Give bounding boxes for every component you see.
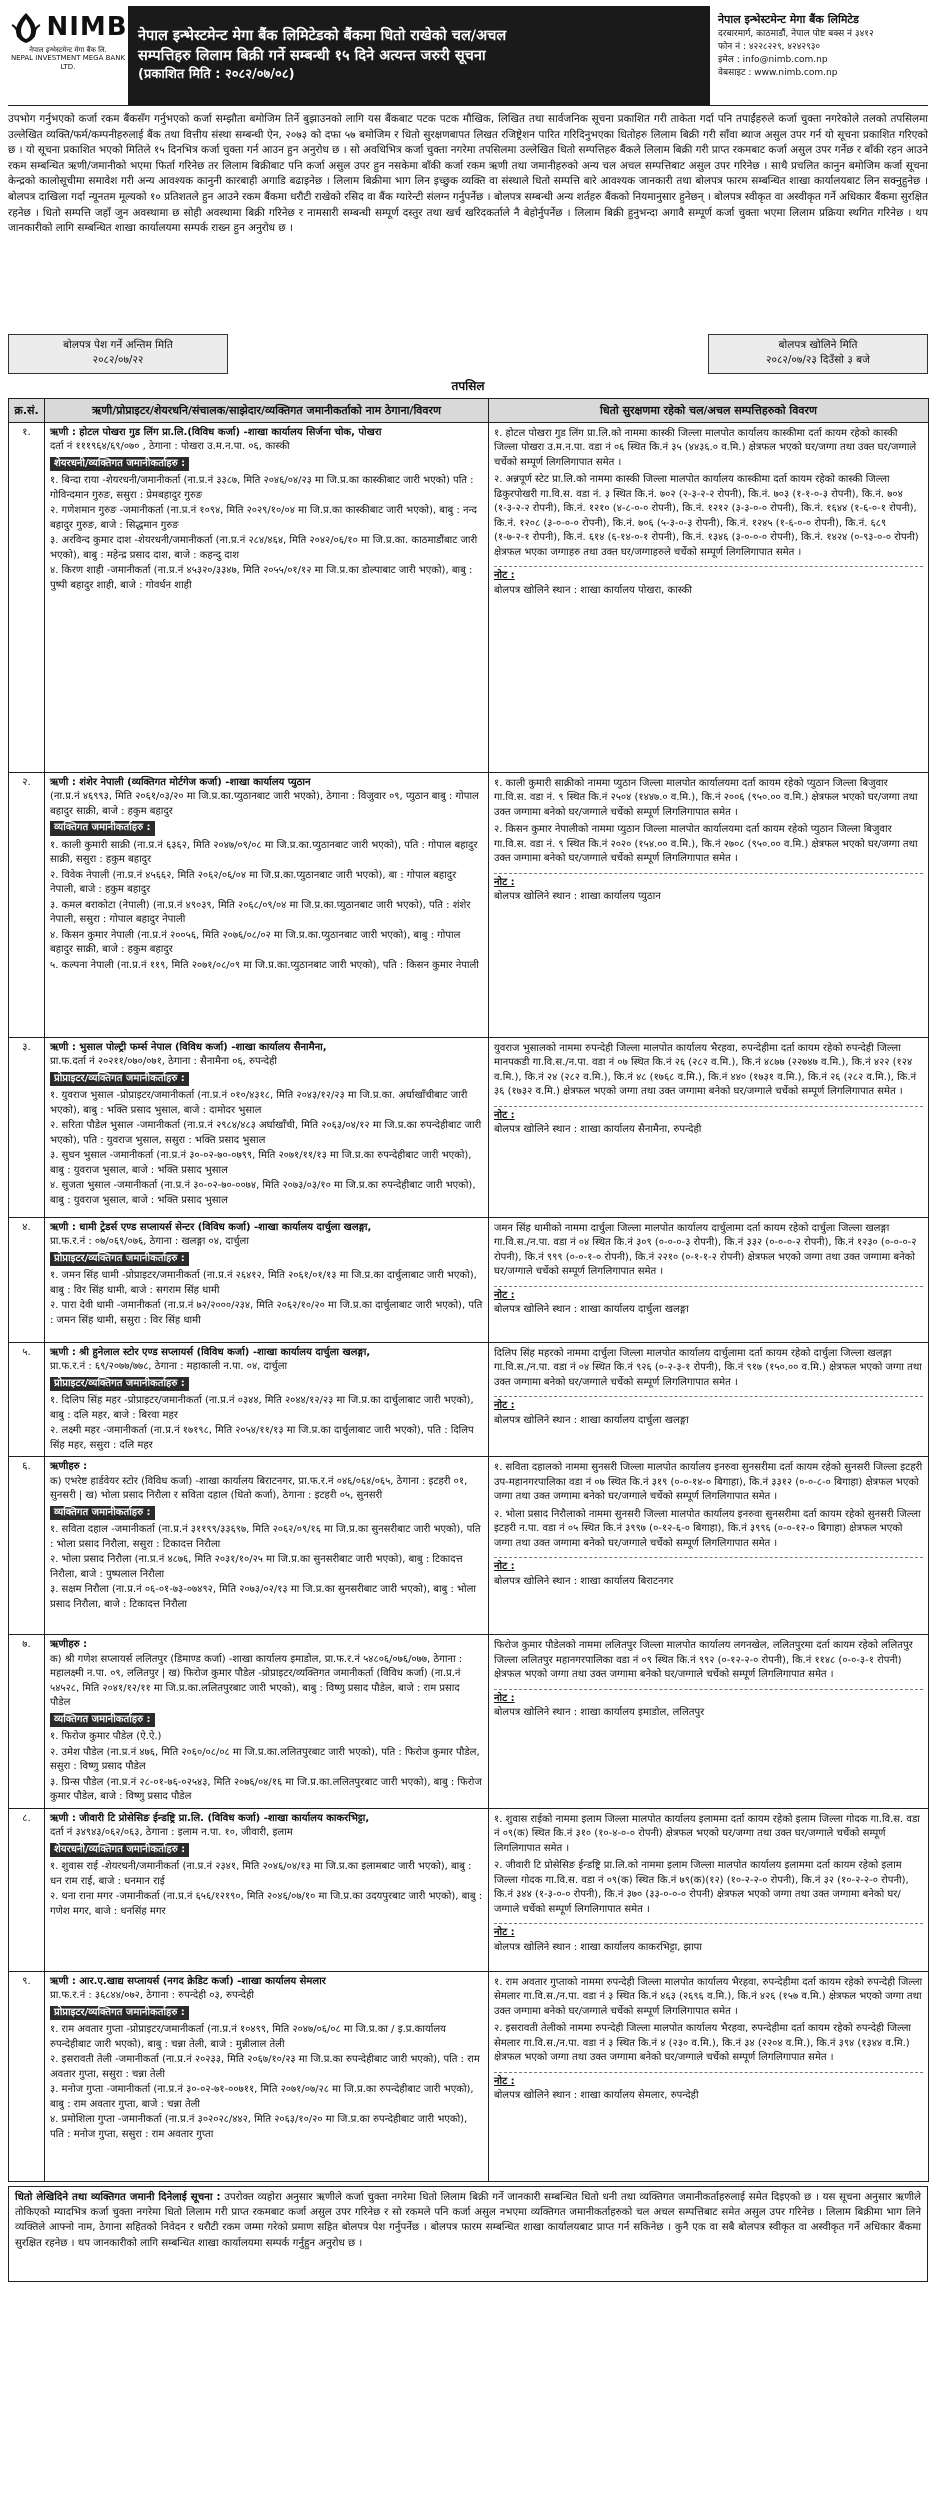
asset-entry: २. भोला प्रसाद निरौलाको नाममा सुनसरी जिल्ला मालपोत कार्यालय इनरुवा सुनसरीमा दर्ता कायम रहेको सुनसरी जिल्ला इटहरी न.पा. वडा नं ०५ स्थित कि.नं ३९९७ (०-१२-६-० बिगाहा), कि.नं ३९९६ (०-०-१२-० बिगाहा) क्षेत्रफल भएको जग्गा तथा उक्त जग्गामा बनेको घर/जग्गाले चर्चेको सम्पूर्ण लिगलिगापात समेत । bbox=[494, 1508, 921, 1549]
bank-name: नेपाल इन्भेस्टमेन्ट मेगा बैंक लिमिटेड bbox=[718, 13, 859, 26]
guarantor-section-label: व्यक्तिगत जमानीकर्ताहरु : bbox=[50, 1506, 155, 1521]
borrower-detail: प्रा.फ.र.नं : ३६८४४/०७२, ठेगाना : रुपन्देही ०३, रुपन्देही bbox=[50, 1990, 254, 2002]
bid-opening-note bbox=[494, 1557, 923, 1589]
borrower-cell bbox=[45, 1808, 489, 1971]
bid-opening-note bbox=[494, 873, 923, 905]
intro-paragraph: उपभोग गर्नुभएको कर्जा रकम बैंकसँग गर्नुभएको कर्जा सम्झौता बमोजिम तिर्ने बुझाउनको लागि यस बैंकबाट पटक पटक मौखिक, लिखित तथा सार्वजनिक सूचना प्रकाशित गरी ताकेता गर्दा पनि तपाईंहरुले कर्जा चुक्ता नगरेकोले तलको तपसिलमा उल्लेखित व्यक्ति/फर्म/कम्पनीहरुलाई बैंक तथा वित्तीय संस्था सम्बन्धी ऐन, २०७३ को दफा ५७ बमोजिम र धितो सुरक्षणबापत लिखत रजिष्ट्रेशन पारित गरिदिनुभएका धितोहरु लिलाम बिक्री गरी साँवा ब्याज असुल उपर गर्न यो सूचना प्रकाशित गरिएको छ । यो सूचना प्रकाशित भएको मितिले १५ दिनभित्र कर्जा चुक्ता गर्न आउन हुन अनुरोध छ । सो अवधिभित्र कर्जा चुक्ता नगरेमा तपसिलमा उल्लेखित धितो सम्पत्तिहरु बैंकले लिलाम बिक्री गरी प्राप्त रकमबाट कर्जा असुल उपर गर्नेछ र बाँकी रहन आउने रकम सम्बन्धित ऋणी/जमानीको भएमा फिर्ता गरिनेछ तर लिलाम बिक्रीबाट पनि कर्जा असुल उपर हुन नसकेमा बाँकी कर्जा रकम ऋणी तथा जमानीहरुको अन्य चल अचल सम्पत्तिबाट असुल उपर गरिनेछ । साथै प्रचलित कानुन बमोजिम कर्जा सूचना केन्द्रको कालोसूचीमा समावेश गरी अन्य आवश्यक कानुनी कारबाही अगाडि बढाइनेछ । लिलाम बिक्रीमा भाग लिन इच्छुक व्यक्ति वा संस्थाले धितो सम्पत्ति बारे आवश्यक जानकारी तथा बोलपत्र फारम सम्बन्धित शाखा कार्यालयबाट लिन सक्नुहुनेछ । बोलपत्र दाखिला गर्दा न्यूनतम मूल्यको १० प्रतिशतले हुन आउने रकम बैंकमा धरौटी राखेको रसिद वा बैंक ग्यारेन्टी संलग्न गर्नुपर्नेछ । बोलपत्र सम्बन्धी अन्य शर्तहरु बैंकको नियमानुसार हुनेछन् । बोलपत्र स्वीकृत वा अस्वीकृत गर्ने अधिकार बैंकमा सुरक्षित रहनेछ । धितो सम्पत्ति जहाँ जुन अवस्थामा छ सोही अवस्थामा बिक्री गरिनेछ र नामसारी सम्बन्धी सम्पूर्ण दस्तुर तथा खर्च खरिदकर्ताले नै बेहोर्नुपर्नेछ । लिलाम बिक्री हुनुभन्दा अगावै सम्पूर्ण कर्जा चुक्ता भएमा लिलाम प्रक्रिया स्थगित गरिनेछ । थप जानकारीको लागि सम्बन्धित शाखा कार्यालयमा सम्पर्क राख्न हुन अनुरोध छ । bbox=[8, 113, 928, 235]
row-serial: ६. bbox=[9, 1457, 45, 1635]
note-label: नोट : bbox=[494, 1692, 515, 1704]
footer-title: धितो लेखिदिने तथा व्यक्तिगत जमानी दिनेलाई सूचना : bbox=[15, 2191, 221, 2203]
notice-title bbox=[128, 6, 710, 105]
note-text: बोलपत्र खोलिने स्थान : शाखा कार्यालय सैनामैना, रुपन्देही bbox=[494, 1124, 702, 1136]
asset-entry: १. सविता दहालको नाममा सुनसरी जिल्ला मालपोत कार्यालय इनरुवा सुनसरीमा दर्ता कायम रहेको सुनसरी जिल्ला इटहरी उप-महानगरपालिका वडा नं ०७ स्थित कि.नं ३१९ (०-०-१४-० बिगाहा), कि.नं ३३१२ (०-०-८-० बिगाहा) क्षेत्रफल भएको जग्गा तथा उक्त जग्गामा बनेको घर/जग्गाले चर्चेको सम्पूर्ण लिगलिगापात समेत । bbox=[494, 1462, 923, 1503]
borrower-cell bbox=[45, 1635, 489, 1809]
row-serial: ८. bbox=[9, 1808, 45, 1971]
note-label: नोट : bbox=[494, 1109, 515, 1121]
table-row bbox=[9, 1037, 929, 1217]
table-row bbox=[9, 1217, 929, 1342]
guarantor-entry: २. धना राना मगर -जमानीकर्ता (ना.प्र.नं ६५६/१२१९०, मिति २०४६/०७/१० मा जि.प्र.का उदयपुरबाट जारी भएको), बाबु : गणेश मगर, बाजे : धनसिंह मगर bbox=[50, 1891, 483, 1917]
guarantor-entry: १. सविता दहाल -जमानीकर्ता (ना.प्र.नं ३११९९/३३६९७, मिति २०६२/०९/१६ मा जि.प्र.का सुनसरीबाट जारी भएको), पति : भोला प्रसाद निरौला, ससुरा : टिकादत्त निरौला bbox=[50, 1524, 481, 1550]
guarantor-entry: ५. कल्पना नेपाली (ना.प्र.नं ११९, मिति २०७१/०८/०९ मा जि.प्र.का.प्युठानबाट जारी भएको), पति : किसन कुमार नेपाली bbox=[50, 959, 479, 971]
website-line: वेबसाइट : www.nimb.com.np bbox=[718, 68, 838, 79]
guarantor-entry: १. फिरोज कुमार पौडेल (ऐ.ऐ.) bbox=[50, 1731, 162, 1743]
bid-deadline-value: २०८२/०७/२२ bbox=[92, 353, 144, 366]
guarantor-entry: ४. प्रमोशिला गुप्ता -जमानीकर्ता (ना.प्र.नं ३०२०२८/४४२, मिति २०६३/१०/२० मा जि.प्र.का रुपन्देहीबाट जारी भएको), पति : मनोज गुप्ता, ससुरा : राम अवतार गुप्ता bbox=[50, 2114, 468, 2140]
note-label: नोट : bbox=[494, 1289, 515, 1301]
guarantor-section-label: प्रोप्राइटर/व्यक्तिगत जमानीकर्ताहरु : bbox=[50, 1252, 189, 1267]
borrower-detail: (ना.प्र.नं ४६९९३, मिति २०६१/०३/२० मा जि.प्र.का.प्युठानबाट जारी भएको), ठेगाना : विजुवार ०९, प्युठान बाबु : गोपाल बहादुर साक्री, बाजे : हकुम बहादुर bbox=[50, 791, 479, 817]
guarantor-entry: २. पारा देवी धामी -जमानीकर्ता (ना.प्र.नं ७२/२०००/२३४, मिति २०६२/१०/२० मा जि.प्र.का दार्चुलाबाट जारी भएको), पति : जमन सिंह धामी, ससुरा : विर सिंह धामी bbox=[50, 1300, 483, 1326]
guarantor-entry: २. लक्ष्मी महर -जमानीकर्ता (ना.प्र.नं १७१९८, मिति २०५४/११/१३ मा जि.प्र.का दार्चुलाबाट जारी भएको), पति : दिलिप सिंह महर, ससुरा : दलि महर bbox=[50, 1425, 474, 1451]
guarantor-entry: ३. सुधन भुसाल -जमानीकर्ता (ना.प्र.नं ३०-०२-७०-०७९९, मिति २०७१/११/१३ मा जि.प्र.का रुपन्देहीबाट जारी भएको), बाबु : युवराज भुसाल, बाजे : भक्ति प्रसाद भुसाल bbox=[50, 1150, 472, 1176]
guarantor-entry: २. उमेश पौडेल (ना.प्र.नं ४७६, मिति २०६०/०८/०८ मा जि.प्र.का.ललितपुरबाट जारी भएको), पति : फिरोज कुमार पौडेल, ससुरा : विष्णु प्रसाद पौडेल bbox=[50, 1746, 480, 1773]
borrower-name: ऋणीहरु : bbox=[50, 1461, 88, 1473]
bid-opening-note bbox=[494, 1396, 923, 1428]
guarantor-entry: ३. प्रिन्स पौडेल (ना.प्र.नं २८-०१-७६-०२५४३, मिति २०७६/०४/१६ मा जि.प्र.का.ललितपुरबाट जारी भएको), बाबु : फिरोज कुमार पौडेल, बाजे : विष्णु प्रसाद पौडेल bbox=[50, 1776, 482, 1803]
bid-opening bbox=[708, 334, 928, 374]
borrower-detail: क) एभरेष्ट हार्डवेयर स्टोर (विविध कर्जा) -शाखा कार्यालय बिराटनगर, प्रा.फ.र.नं ०४६/०६४/०६५, ठेगाना : इटहरी ०१, सुनसरी | ख) भोला प्रसाद निरौला र सविता दहाल (धितो कर्जा), ठेगाना : इटहरी ०५, सुनसरी bbox=[50, 1475, 468, 1502]
note-text: बोलपत्र खोलिने स्थान : शाखा कार्यालय दार्चुला खलङ्गा bbox=[494, 1304, 689, 1316]
note-text: बोलपत्र खोलिने स्थान : शाखा कार्यालय सेमलार, रुपन्देही bbox=[494, 2090, 699, 2102]
guarantor-entry: १. बिन्दा राया -शेयरधनी/जमानीकर्ता (ना.प्र.नं ३३८७, मिति २०४६/०४/२३ मा जि.प्र.का कास्कीबाट जारी भएको) पति : गोविन्दमान गुरुङ, ससुरा : प्रेमबहादुर गुरुङ bbox=[50, 475, 474, 501]
table-row bbox=[9, 1457, 929, 1635]
guarantor-entry: ३. अरविन्द कुमार दाश -शेयरधनी/जमानीकर्ता (ना.प्र.नं २८४/४६४, मिति २०४२/०६/१० मा जि.प्र.का. काठमाडौंबाट जारी भएको), बाबु : महेन्द्र प्रसाद दाश, बाजे : कहन्दु दाश bbox=[50, 535, 478, 561]
row-serial: ७. bbox=[9, 1635, 45, 1809]
bid-opening-note bbox=[494, 1923, 923, 1955]
bid-opening-note bbox=[494, 566, 923, 598]
note-label: नोट : bbox=[494, 2075, 515, 2087]
note-text: बोलपत्र खोलिने स्थान : शाखा कार्यालय इमाडोल, ललितपुर bbox=[494, 1707, 705, 1719]
guarantor-entry: ३. मनोज गुप्ता -जमानीकर्ता (ना.प्र.नं ३०-०२-७१-००७११, मिति २०७१/०७/२८ मा जि.प्र.का रुपन्देहीबाट जारी भएको), बाबु : राम अवतार गुप्ता, बाजे : चन्ना तेली bbox=[50, 2084, 474, 2110]
borrower-name: ऋणीहरु : bbox=[50, 1639, 88, 1651]
guarantor-entry: ३. सक्षम निरौला (ना.प्र.नं ०६-०१-७३-०७४९२, मिति २०७३/०२/१३ मा जि.प्र.का सुनसरीबाट जारी भएको), बाबु : भोला प्रसाद निरौला, बाजे : टिकादत्त निरौला bbox=[50, 1584, 476, 1610]
borrower-detail: दर्ता नं १११९६४/६९/०७० , ठेगाना : पोखरा उ.म.न.पा. ०६, कास्की bbox=[50, 441, 290, 453]
note-label: नोट : bbox=[494, 1561, 515, 1573]
logo-wordmark: NIMB bbox=[46, 12, 128, 42]
title-line-1: नेपाल इन्भेस्टमेन्ट मेगा बैंक लिमिटेडको बैंकमा धितो राखेको चल/अचल bbox=[138, 27, 507, 44]
table-header-row bbox=[9, 398, 929, 422]
borrower-cell bbox=[45, 1217, 489, 1342]
borrower-detail: दर्ता नं ३४९४३/०६२/०६३, ठेगाना : इलाम न.पा. १०, जीवारी, इलाम bbox=[50, 1827, 293, 1839]
table-row bbox=[9, 1342, 929, 1457]
asset-entry: १. काली कुमारी साक्रीको नाममा प्युठान जिल्ला मालपोत कार्यालयमा दर्ता कायम रहेको प्युठान जिल्ला बिजुवार गा.वि.स. वडा नं. ९ स्थित कि.नं २५०४ (१४४७.० व.मि.), कि.नं २००६ (९५०.०० व.मि.) क्षेत्रफल भएको घर/जग्गा तथा उक्त जग्गामा बनेको घर/जग्गाले चर्चेको सम्पूर्ण लिगलिगापात समेत । bbox=[494, 777, 918, 818]
borrower-cell bbox=[45, 1342, 489, 1457]
guarantor-entry: १. काली कुमारी साक्री (ना.प्र.नं ६३६२, मिति २०४७/०९/०८ मा जि.प्र.का.प्युठानबाट जारी भएको), पति : गोपाल बहादुर साक्री, ससुरा : हकुम बहादुर bbox=[50, 839, 478, 866]
guarantor-section-label: प्रोप्राइटर/व्यक्तिगत जमानीकर्ताहरु : bbox=[50, 1377, 189, 1392]
asset-cell bbox=[489, 1808, 929, 1971]
col-header-asset: धितो सुरक्षणमा रहेको चल/अचल सम्पत्तिहरुको विवरण bbox=[489, 398, 929, 422]
note-label: नोट : bbox=[494, 570, 515, 582]
guarantor-section-label: प्रोप्राइटर/व्यक्तिगत जमानीकर्ताहरु : bbox=[50, 2006, 189, 2021]
asset-entry: फिरोज कुमार पौडेलको नाममा ललितपुर जिल्ला मालपोत कार्यालय लगनखेल, ललितपुरमा दर्ता कायम रहेको ललितपुर जिल्ला ललितपुर महानगरपालिका वडा नं ०९ स्थित कि.नं ९९२ (०-१२-२-० रोपनी), कि.नं ११४८ (०-०-३-१ रोपनी) क्षेत्रफल भएको जग्गा तथा उक्त जग्गामा बनेको घर/जग्गाले चर्चेको सम्पूर्ण लिगलिगापात समेत । bbox=[494, 1640, 913, 1681]
asset-cell bbox=[489, 1635, 929, 1809]
borrower-cell bbox=[45, 772, 489, 1037]
bid-deadline-label: बोलपत्र पेश गर्ने अन्तिम मिति bbox=[63, 339, 173, 351]
borrower-cell bbox=[45, 1971, 489, 2181]
guarantor-entry: १. शुवास राई -शेयरधनी/जमानीकर्ता (ना.प्र.नं २३४१, मिति २०४६/०४/१३ मा जि.प्र.का इलामबाट जारी भएको), बाबु : धन राम राई, बाजे : धनमान राई bbox=[50, 1861, 472, 1887]
bid-deadline bbox=[8, 334, 228, 374]
asset-cell bbox=[489, 1457, 929, 1635]
asset-entry: २. अन्नपूर्ण स्टेट प्रा.लि.को नाममा कास्की जिल्ला मालपोत कार्यालय कास्कीमा दर्ता कायम रहेको कास्की जिल्ला ढिकुरपोखरी गा.वि.स. वडा नं. ३ स्थित कि.नं. ७०२ (२-३-२-२ रोपनी), कि.नं. ७०३ (१-१-०-३ रोपनी), कि.नं. ७०४ (१-३-२-२ रोपनी), कि.नं. १२१० (४-८-०-० रोपनी), कि.नं. १२१२ (३-३-०-० रोपनी), कि.नं. १६४४ (१-६-०-१ रोपनी), कि.नं. १२०८ (३-०-०-० रोपनी), कि.नं. ७०६ (५-३-०-३ रोपनी), कि.नं. १२४५ (१-६-०-० रोपनी), कि.नं. ६८९ (१-७-२-१ रोपनी), कि.नं. ६१४ (६-१४-०-१ रोपनी), कि.नं. १३४६ (३-०-०-० रोपनी), कि.नं. १४२४ (०-९३-०-० रोपनी) क्षेत्रफल भएका जग्गाहरु तथा उक्त घर/जग्गाहरुले चर्चेको सम्पूर्ण लिगलिगापात समेत । bbox=[494, 474, 919, 558]
guarantor-entry: १. दिलिप सिंह महर -प्रोप्राइटर/जमानीकर्ता (ना.प्र.नं ०३४४, मिति २०४४/१२/२३ मा जि.प्र.का दार्चुलाबाट जारी भएको), बाबु : दलि महर, बाजे : बिरवा महर bbox=[50, 1395, 474, 1421]
note-label: नोट : bbox=[494, 876, 515, 888]
schedule-heading: तपसिल bbox=[451, 379, 485, 393]
borrower-name: ऋणी : होटल पोखरा गुड लिंग प्रा.लि.(विविध कर्जा) -शाखा कार्यालय सिर्जना चोक, पोखरा bbox=[50, 426, 382, 438]
note-text: बोलपत्र खोलिने स्थान : शाखा कार्यालय पोखरा, कास्की bbox=[494, 584, 692, 596]
footer-notice bbox=[8, 2186, 928, 2282]
borrower-name: ऋणी : जीवारी टि प्रोसेसिङ ईन्डष्ट्रि प्रा.लि. (विविध कर्जा) -शाखा कार्यालय काकरभिट्टा, bbox=[50, 1812, 370, 1824]
col-header-borrower: ऋणी/प्रोप्राइटर/शेयरधनि/संचालक/साझेदार/व्यक्तिगत जमानीकर्ताको नाम ठेगाना/विवरण bbox=[45, 398, 489, 422]
asset-cell bbox=[489, 1217, 929, 1342]
guarantor-entry: ३. कमल बराकोटा (नेपाली) (ना.प्र.नं ४९०३९, मिति २०६८/०९/०४ मा जि.प्र.का.प्युठानबाट जारी भएको), पति : शंशेर नेपाली, ससुरा : गोपाल बहादुर नेपाली bbox=[50, 899, 471, 926]
bid-opening-note bbox=[494, 1689, 923, 1721]
bid-opening-label: बोलपत्र खोलिने मिति bbox=[778, 339, 858, 351]
phone-line: फोन नं : ४२२८२२९, ४२४२९३० bbox=[718, 41, 821, 52]
borrower-name: ऋणी : शंशेर नेपाली (व्यक्तिगत मोर्टगेज कर्जा) -शाखा कार्यालय प्युठान bbox=[50, 776, 311, 788]
row-serial: २. bbox=[9, 772, 45, 1037]
guarantor-entry: २. भोला प्रसाद निरौला (ना.प्र.नं ४८७६, मिति २०३१/१०/२५ मा जि.प्र.का सुनसरीबाट जारी भएको), बाबु : टिकादत्त निरौला, बाजे : पुष्पलाल निरौला bbox=[50, 1554, 463, 1580]
note-label: नोट : bbox=[494, 1927, 515, 1939]
guarantor-entry: २. इसरावती तेली -जमानीकर्ता (ना.प्र.नं २०२३३, मिति २०६७/१०/२३ मा जि.प्र.का रुपन्देहीबाट जारी भएको), पति : राम अवतार गुप्ता, ससुरा : चन्ना तेली bbox=[50, 2054, 480, 2080]
table-row bbox=[9, 772, 929, 1037]
bid-opening-note bbox=[494, 1106, 923, 1138]
publish-date: (प्रकाशित मिति : २०८२/०७/०८) bbox=[138, 67, 295, 83]
note-text: बोलपत्र खोलिने स्थान : शाखा कार्यालय काकरभिट्टा, झापा bbox=[494, 1941, 702, 1953]
asset-entry: १. होटल पोखरा गुड लिंग प्रा.लि.को नाममा कास्की जिल्ला मालपोत कार्यालय कास्कीमा दर्ता कायम रहेको कास्की जिल्ला पोखरा उ.म.न.पा. वडा नं ०६ स्थित कि.नं ३५ (४४३६.० व.मि.) क्षेत्रफल भएको घर/जग्गा तथा उक्त घर/जग्गाले चर्चेको सम्पूर्ण लिगलिगापात समेत । bbox=[494, 427, 917, 468]
guarantor-entry: ४. किसन कुमार नेपाली (ना.प्र.नं २००५६, मिति २०७६/०८/०२ मा जि.प्र.का.प्युठानबाट जारी भएको), बाबु : गोपाल बहादुर साक्री, बाजे : हकुम बहादुर bbox=[50, 929, 461, 956]
footer-text: उपरोक्त व्यहोरा अनुसार ऋणीले कर्जा चुक्ता नगरेमा धितो लिलाम बिक्री गर्ने जानकारी सम्बन्धित धितो धनी तथा व्यक्तिगत जमानीकर्ताहरुलाई समेत दिइएको छ । यस सूचना अनुसार ऋणीले तोकिएको म्यादभित्र कर्जा चुक्ता नगरेमा धितो लिलाम गरी प्राप्त रकमबाट कर्जा असुल उपर गरिनेछ र सो रकमले पनि कर्जा असुल नभएमा व्यक्तिगत जमानीकर्ताहरुको चल अचल सम्पत्तिबाट समेत असुल उपर गरिनेछ । लिलाम बिक्रीमा भाग लिने व्यक्तिले आफ्नो नाम, ठेगाना सहितको निवेदन र धरौटी रकम जम्मा गरेको प्रमाण सहित बोलपत्र पेश गर्नुपर्नेछ । बोलपत्र फारम सम्बन्धित शाखा कार्यालयबाट प्राप्त गर्न सकिनेछ । कुनै एक वा सबै बोलपत्र स्वीकृत वा अस्वीकृत गर्ने अधिकार बैंकमा सुरक्षित रहनेछ । थप जानकारीको लागि सम्बन्धित शाखा कार्यालयमा सम्पर्क गर्नुहुन अनुरोध छ । bbox=[15, 2191, 921, 2249]
logo-subtitle: नेपाल इन्भेस्टमेन्ट मेगा बैंक लि. bbox=[29, 45, 107, 54]
title-line-2: सम्पत्तिहरु लिलाम बिक्री गर्ने सम्बन्धी १५ दिने अत्यन्त जरुरी सूचना bbox=[138, 47, 486, 64]
table-row bbox=[9, 1635, 929, 1809]
borrower-cell bbox=[45, 422, 489, 772]
guarantor-section-label: व्यक्तिगत जमानीकर्ताहरु : bbox=[50, 1713, 155, 1728]
table-row bbox=[9, 422, 929, 772]
asset-entry: दिलिप सिंह महरको नाममा दार्चुला जिल्ला मालपोत कार्यालय दार्चुलामा दर्ता कायम रहेको दार्चुला जिल्ला खलङ्गा गा.वि.स./न.पा. वडा नं ०४ स्थित कि.नं ९२६ (०-२-३-१ रोपनी), कि.नं ९१७ (१५०.०० व.मि.) क्षेत्रफल भएको जग्गा तथा उक्त जग्गामा बनेको घर/जग्गाले चर्चेको सम्पूर्ण लिगलिगापात समेत । bbox=[494, 1347, 922, 1388]
bid-opening-value: २०८२/०७/२३ दिउँसो ३ बजे bbox=[766, 353, 870, 366]
auction-table bbox=[8, 398, 929, 2182]
borrower-name: ऋणी : आर.ए.खाद्य सप्लायर्स (नगद क्रेडिट कर्जा) -शाखा कार्यालय सेमलार bbox=[50, 1975, 326, 1987]
row-serial: ५. bbox=[9, 1342, 45, 1457]
asset-entry: युवराज भुसालको नाममा रुपन्देही जिल्ला मालपोत कार्यालय भैरहवा, रुपन्देहीमा दर्ता कायम रहेको रुपन्देही जिल्ला मानपकडी गा.वि.स./न.पा. वडा नं ०७ स्थित कि.नं २६ (२८२ व.मि.), कि.नं ४८७७ (२२७४७ व.मि.), कि.नं ४२२ (१२४ व.मि.), कि.नं २४ (२८२ व.मि.), कि.नं ४८ (१७६८ व.मि.), कि.नं ४४० (१७३१ व.मि.), कि.नं २६ (२८२ व.मि.), कि.नं ३६ (१७३२ व.मि.) क्षेत्रफल भएको जग्गा तथा उक्त जग्गामा बनेको घर/जग्गाले चर्चेको सम्पूर्ण लिगलिगापात समेत । bbox=[494, 1042, 917, 1098]
borrower-name: ऋणी : धामी ट्रेडर्स एण्ड सप्लायर्स सेन्टर (विविध कर्जा) -शाखा कार्यालय दार्चुला खलङ्गा, bbox=[50, 1221, 372, 1233]
borrower-cell bbox=[45, 1457, 489, 1635]
logo-subtitle-en: NEPAL INVESTMENT MEGA BANK LTD. bbox=[10, 54, 126, 71]
asset-entry: जमन सिंह धामीको नाममा दार्चुला जिल्ला मालपोत कार्यालय दार्चुलामा दर्ता कायम रहेको दार्चुला जिल्ला खलङ्गा गा.वि.स./न.पा. वडा नं ०४ स्थित कि.नं ३०९ (०-०-०-३ रोपनी), कि.नं ३३२ (०-०-०-२ रोपनी), कि.नं १२३० (०-०-०-२ रोपनी), कि.नं ९९९ (०-०-१-० रोपनी), कि.नं २२१० (०-१-१-२ रोपनी) क्षेत्रफल भएको जग्गा तथा उक्त जग्गामा बनेको घर/जग्गाले चर्चेको सम्पूर्ण लिगलिगापात समेत । bbox=[494, 1222, 917, 1278]
asset-entry: २. इसरावती तेलीको नाममा रुपन्देही जिल्ला मालपोत कार्यालय भैरहवा, रुपन्देहीमा दर्ता कायम रहेको रुपन्देही जिल्ला सेमलार गा.वि.स./न.पा. वडा नं ३ स्थित कि.नं ४ (२३० व.मि.), कि.नं ३४ (२२०४ व.मि.), कि.नं ३९४ (१३४४ व.मि.) क्षेत्रफल भएको जग्गा तथा उक्त जग्गामा बनेको घर/जग्गाले चर्चेको सम्पूर्ण लिगलिगापात समेत । bbox=[494, 2023, 911, 2064]
row-serial: ९. bbox=[9, 1971, 45, 2181]
borrower-cell bbox=[45, 1037, 489, 1217]
asset-entry: १. शुवास राईको नाममा इलाम जिल्ला मालपोत कार्यालय इलाममा दर्ता कायम रहेको इलाम जिल्ला गोदक गा.वि.स. वडा नं ०९(क) स्थित कि.नं ३१० (१०-४-०-० रोपनी) क्षेत्रफल भएको घर/जग्गा तथा उक्त घर/जग्गाले चर्चेको सम्पूर्ण लिगलिगापात समेत । bbox=[494, 1813, 920, 1854]
row-serial: १. bbox=[9, 422, 45, 772]
col-header-sn: क्र.सं. bbox=[9, 398, 45, 422]
row-serial: ४. bbox=[9, 1217, 45, 1342]
note-text: बोलपत्र खोलिने स्थान : शाखा कार्यालय दार्चुला खलङ्गा bbox=[494, 1414, 689, 1426]
borrower-name: ऋणी : श्री हुनेलाल स्टोर एण्ड सप्लायर्स (विविध कर्जा) -शाखा कार्यालय दार्चुला खलङ्गा, bbox=[50, 1346, 371, 1358]
table-body bbox=[9, 422, 929, 2181]
guarantor-section-label: शेयरधनी/व्यक्तिगत जमानीकर्ताहरु : bbox=[50, 457, 189, 472]
asset-cell bbox=[489, 1971, 929, 2181]
bank-address bbox=[710, 6, 928, 105]
table-row bbox=[9, 1808, 929, 1971]
borrower-detail: प्रा.फ.र.नं : ०७/०६९/०७६, ठेगाना : खलङ्गा ०४, दार्चुला bbox=[50, 1236, 249, 1248]
guarantor-entry: १. राम अवतार गुप्ता -प्रोप्राइटर/जमानीकर्ता (ना.प्र.नं १०४९९, मिति २०४७/०६/०८ मा जि.प्र.का / इ.प्र.कार्यालय रुपन्देहीबाट जारी भएको), बाबु : चन्ना तेली, बाजे : मुन्नीलाल तेली bbox=[50, 2024, 446, 2050]
note-text: बोलपत्र खोलिने स्थान : शाखा कार्यालय प्युठान bbox=[494, 891, 661, 903]
note-text: बोलपत्र खोलिने स्थान : शाखा कार्यालय बिराटनगर bbox=[494, 1575, 674, 1587]
borrower-detail: प्रा.फ.र.नं : ६९/२०७७/७७८, ठेगाना : महाकाली न.पा. ०४, दार्चुला bbox=[50, 1361, 288, 1373]
guarantor-entry: १. युवराज भुसाल -प्रोप्राइटर/जमानीकर्ता (ना.प्र.नं ०१०/४३१८, मिति २०४३/१२/२३ मा जि.प्र.का. अर्घाखाँचीबाट जारी भएको), बाबु : भक्ति प्रसाद भुसाल, बाजे : दामोदर भुसाल bbox=[50, 1090, 468, 1116]
borrower-name: ऋणी : भुसाल पोल्ट्री फर्म्स नेपाल (विविध कर्जा) -शाखा कार्यालय सैनामैना, bbox=[50, 1041, 327, 1053]
row-serial: ३. bbox=[9, 1037, 45, 1217]
notice-header bbox=[8, 6, 928, 106]
asset-cell bbox=[489, 422, 929, 772]
guarantor-entry: २. सरिता पौडेल भुसाल -जमानीकर्ता (ना.प्र.नं २९८४/४८३ अर्घाखाँची, मिति २०६३/०४/१२ मा जि.प्र.का रुपन्देहीबाट जारी भएको), पति : युवराज भुसाल, ससुरा : भक्ति प्रसाद भुसाल bbox=[50, 1120, 482, 1146]
guarantor-entry: १. जमन सिंह धामी -प्रोप्राइटर/जमानीकर्ता (ना.प्र.नं २६४१२, मिति २०६१/०१/१३ मा जि.प्र.का दार्चुलाबाट जारी भएको), बाबु : विर सिंह धामी, बाजे : सगराम सिंह धामी bbox=[50, 1270, 477, 1296]
table-row bbox=[9, 1971, 929, 2181]
asset-cell bbox=[489, 1037, 929, 1217]
borrower-detail: क) श्री गणेश सप्लायर्स ललितपुर (डिमाण्ड कर्जा) -शाखा कार्यालय इमाडोल, प्रा.फ.र.नं ५४८०६/०७६/०७७, ठेगाना : महालक्ष्मी न.पा. ०९, ललितपुर | ख) फिरोज कुमार पौडेल -प्रोप्राइटर/व्यक्तिगत जमानीकर्ता (विविध कर्जा) (ना.प्र.नं ५४५२८, मिति २०४१/१२/११ मा जि.प्र.का.ललितपुरबाट जारी भएको), बाबु : विष्णु प्रसाद पौडेल, बाजे : राम प्रसाद पौडेल bbox=[50, 1653, 463, 1709]
asset-cell bbox=[489, 1342, 929, 1457]
bid-opening-note bbox=[494, 1286, 923, 1318]
guarantor-entry: ४. सुजता भुसाल -जमानीकर्ता (ना.प्र.नं ३०-०२-७०-००७४, मिति २०७३/०३/१० मा जि.प्र.का रुपन्देहीबाट जारी भएको), बाबु : युवराज भुसाल, बाजे : भक्ति प्रसाद भुसाल bbox=[50, 1180, 476, 1206]
bid-opening-note bbox=[494, 2072, 923, 2104]
note-label: नोट : bbox=[494, 1400, 515, 1412]
bank-emblem-icon bbox=[8, 11, 44, 45]
guarantor-section-label: व्यक्तिगत जमानीकर्ताहरु : bbox=[50, 821, 155, 836]
bank-logo bbox=[8, 6, 128, 105]
guarantor-entry: २. गणेशमान गुरुङ -जमानीकर्ता (ना.प्र.नं १०९४, मिति २०२९/१०/०४ मा जि.प्र.का कास्कीबाट जारी भएको), बाबु : नन्द बहादुर गुरुङ, बाजे : सिद्धमान गुरुङ bbox=[50, 505, 477, 531]
asset-entry: २. जीवारी टि प्रोसेसिङ ईन्डष्ट्रि प्रा.लि.को नाममा इलाम जिल्ला मालपोत कार्यालय इलाममा दर्ता कायम रहेको इलाम जिल्ला गोदक गा.वि.स. वडा नं ०९(क) स्थित कि.नं ७९(क)(१२) (१०-२-२-० रोपनी), कि.नं ३२ (१०-२-२-० रोपनी), कि.नं ३४४ (१-३-०-० रोपनी), कि.नं ३७० (३३-०-०-० रोपनी) क्षेत्रफल भएको जग्गा तथा उक्त जग्गामा बनेको घर/जग्गाले चर्चेको सम्पूर्ण लिगलिगापात समेत । bbox=[494, 1860, 909, 1915]
asset-entry: २. किसन कुमार नेपालीको नाममा प्युठान जिल्ला मालपोत कार्यालयमा दर्ता कायम रहेको प्युठान जिल्ला बिजुवार गा.वि.स. वडा नं. ९ स्थित कि.नं २०२० (१५४.०० व.मि.), कि.नं २७०८ (९५०.०० व.मि.) क्षेत्रफल भएको घर/जग्गा तथा उक्त जग्गामा बनेको घर/जग्गाले चर्चेको सम्पूर्ण लिगलिगापात समेत । bbox=[494, 824, 918, 865]
guarantor-entry: ४. किरण शाही -जमानीकर्ता (ना.प्र.नं ४५३२०/३३४७, मिति २०५५/०१/१२ मा जि.प्र.का डोल्पाबाट जारी भएको), बाबु : पुष्पी बहादुर शाही, बाजे : गोवर्धन शाही bbox=[50, 565, 473, 591]
asset-entry: १. राम अवतार गुप्ताको नाममा रुपन्देही जिल्ला मालपोत कार्यालय भैरहवा, रुपन्देहीमा दर्ता कायम रहेको रुपन्देही जिल्ला सेमलार गा.वि.स./न.पा. वडा नं ३ स्थित कि.नं ४६३ (२६९६ व.मि.), कि.नं ४२६ (१५७ व.मि.) क्षेत्रफल भएको जग्गा तथा उक्त जग्गामा बनेको घर/जग्गाले चर्चेको सम्पूर्ण लिगलिगापात समेत । bbox=[494, 1976, 923, 2017]
guarantor-section-label: प्रोप्राइटर/व्यक्तिगत जमानीकर्ताहरु : bbox=[50, 1072, 189, 1087]
guarantor-section-label: शेयरधनी/व्यक्तिगत जमानीकर्ताहरु : bbox=[50, 1843, 189, 1858]
address-line: दरबारमार्ग, काठमाडौं, नेपाल पोष्ट बक्स नं ३४१२ bbox=[718, 28, 874, 39]
guarantor-entry: २. विवेक नेपाली (ना.प्र.नं ४५६६२, मिति २०६२/०६/०४ मा जि.प्र.का.प्युठानबाट जारी भएको), बा : गोपाल बहादुर नेपाली, बाजे : हकुम बहादुर bbox=[50, 869, 457, 896]
borrower-detail: प्रा.फ.दर्ता नं २०२११/०७०/०७१, ठेगाना : सैनामैना ०६, रुपन्देही bbox=[50, 1056, 277, 1068]
email-line: इमेल : info@nimb.com.np bbox=[718, 55, 828, 66]
bid-dates bbox=[8, 334, 928, 374]
asset-cell bbox=[489, 772, 929, 1037]
